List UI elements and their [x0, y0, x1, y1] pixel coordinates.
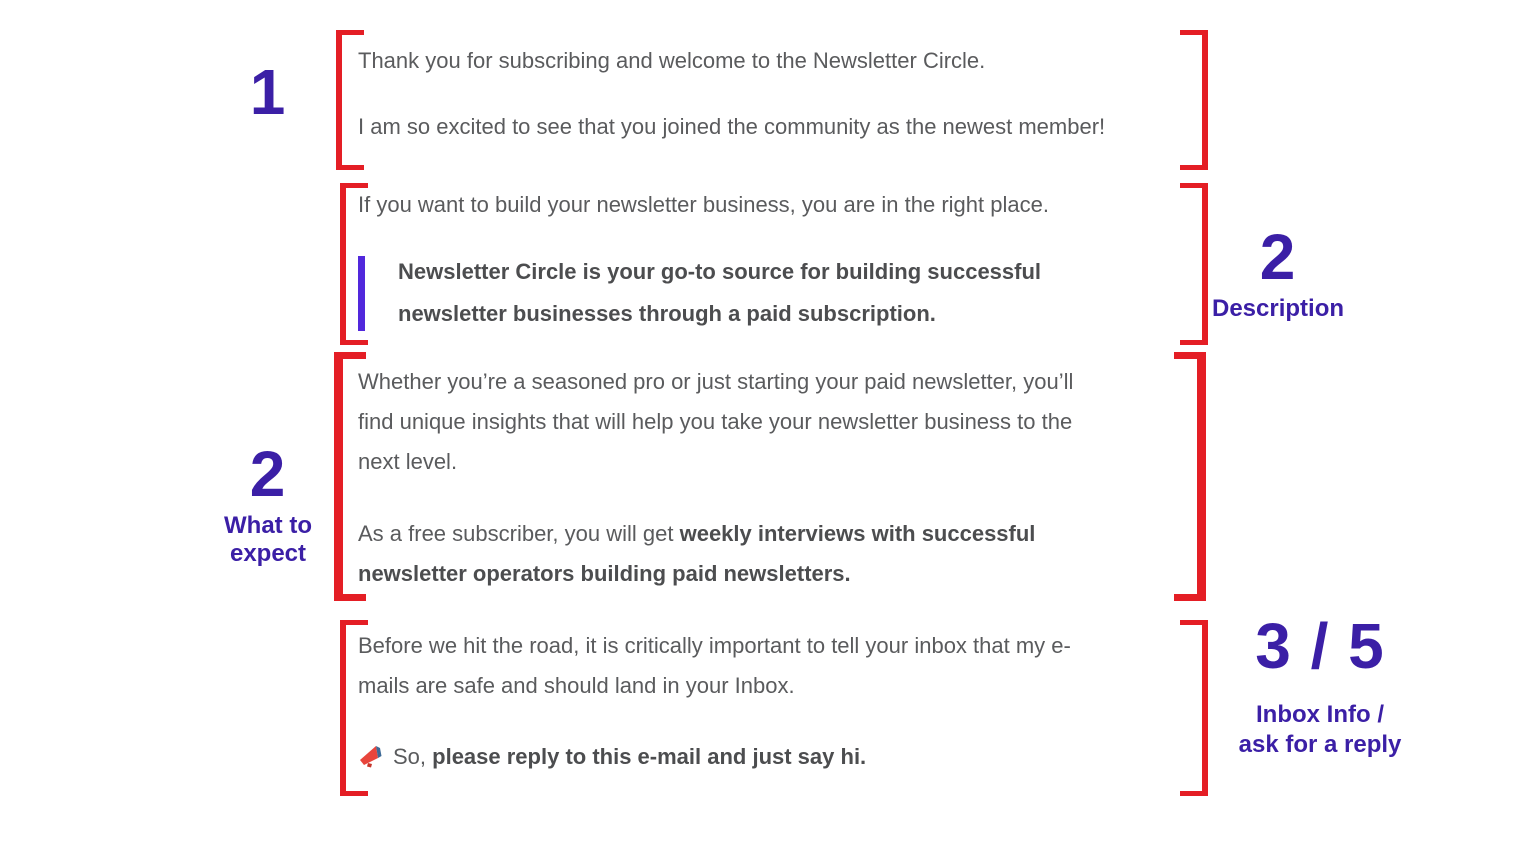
inbox-cta-line [358, 737, 1178, 781]
email-section-expect [358, 362, 1178, 594]
annotation-3-5 [1225, 610, 1415, 760]
annotation-2-description-number: 2 [1259, 221, 1297, 293]
expect-line-1: Whether you’re a seasoned pro or just starting your paid newsletter, you’ll [358, 369, 1074, 394]
annotation-2-expect [203, 438, 333, 568]
welcome-line-1: Thank you for subscribing and welcome to the Newsletter Circle. [358, 48, 986, 73]
inbox-cta-bold: please reply to this e-mail and just say hi. [432, 744, 867, 769]
annotation-1-number: 1 [249, 56, 287, 128]
annotation-2-description-label: Description [1211, 295, 1345, 322]
expect-line-4-normal: As a free subscriber, you will get [358, 521, 680, 546]
description-quote [358, 251, 1204, 335]
annotation-2-expect-number: 2 [249, 438, 287, 510]
expect-line-4-bold: weekly interviews with successful [679, 521, 1036, 546]
annotation-3-5-label-line2: ask for a reply [1238, 731, 1402, 758]
inbox-line-2: mails are safe and should land in your Inbox. [358, 673, 795, 698]
description-intro: If you want to build your newsletter business, you are in the right place. [358, 192, 1049, 217]
inbox-line-1: Before we hit the road, it is critically important to tell your inbox that my e- [358, 633, 1071, 658]
annotation-1 [230, 56, 306, 128]
annotation-2-expect-label-line1: What to [224, 512, 312, 539]
section3-bracket-right [1174, 352, 1206, 601]
annotation-2-description [1210, 221, 1346, 323]
email-section-description [358, 185, 1204, 335]
section4-bracket-right [1180, 620, 1208, 796]
megaphone-icon [358, 741, 384, 781]
annotation-2-expect-label-line2: expect [229, 540, 307, 567]
annotation-3-5-number: 3 / 5 [1255, 610, 1385, 682]
annotation-3-5-label-line1: Inbox Info / [1256, 701, 1384, 728]
welcome-line-2: I am so excited to see that you joined the community as the newest member! [358, 114, 1106, 139]
expect-line-5: newsletter operators building paid newsletters. [358, 561, 851, 586]
expect-line-4 [358, 514, 1178, 554]
quote-bar [358, 256, 365, 331]
expect-line-2: find unique insights that will help you take your newsletter business to the [358, 409, 1073, 434]
inbox-cta-normal: So, [393, 744, 433, 769]
expect-line-3: next level. [358, 449, 458, 474]
quote-line-1: Newsletter Circle is your go-to source for building successful [398, 259, 1042, 284]
email-section-inbox [358, 626, 1178, 781]
quote-line-2: newsletter businesses through a paid subscription. [398, 301, 936, 326]
email-section-welcome [358, 41, 1204, 147]
